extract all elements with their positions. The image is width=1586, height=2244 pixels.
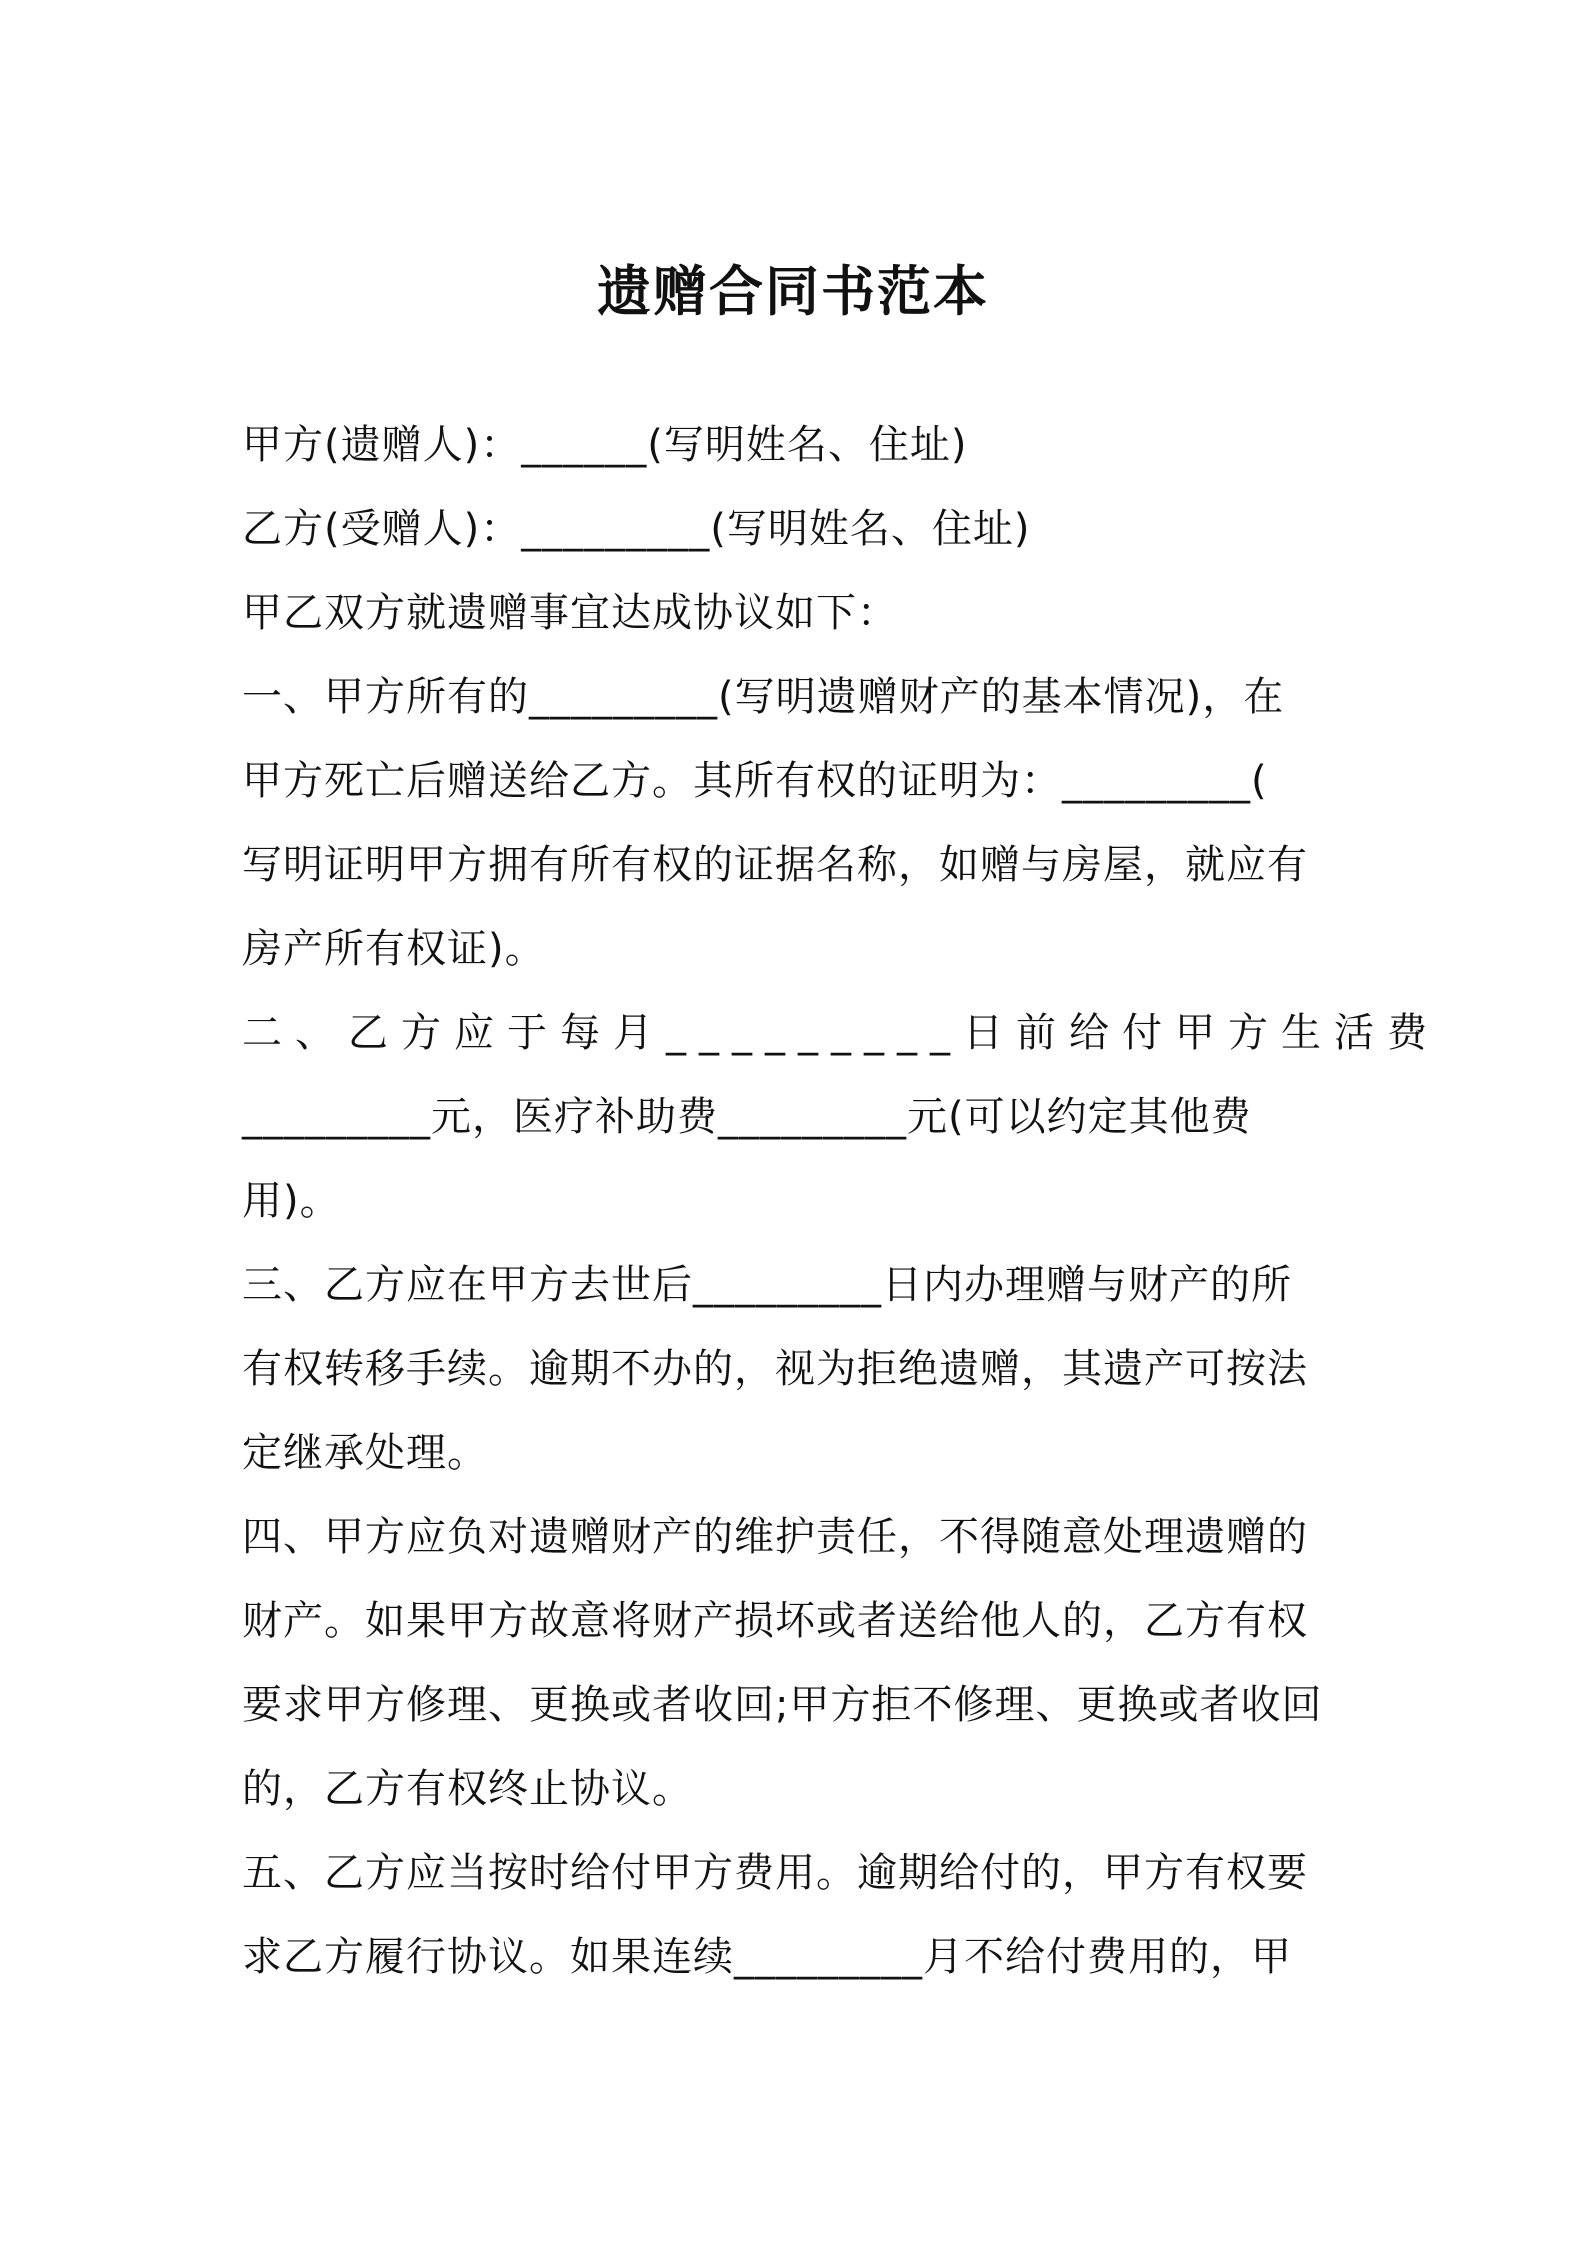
clause-2-line-2: _________元，医疗补助费_________元(可以约定其他费 (242, 1094, 1252, 1140)
document-body (242, 403, 1440, 1999)
clause-1-line-2: 甲方死亡后赠送给乙方。其所有权的证明为：_________( (242, 758, 1268, 804)
clause-3-line-2: 有权转移手续。逾期不办的，视为拒绝遗赠，其遗产可按法 (242, 1346, 1308, 1392)
party-a-line: 甲方(遗赠人)：______(写明姓名、住址) (242, 422, 968, 468)
clause-5-line-2: 求乙方履行协议。如果连续_________月不给付费用的，甲 (242, 1934, 1292, 1980)
clause-5-line-1: 五、乙方应当按时给付甲方费用。逾期给付的，甲方有权要 (242, 1850, 1308, 1896)
clause-3-line-3: 定继承处理。 (242, 1430, 488, 1476)
clause-2-line-1: 二、乙方应于每月_________日前给付甲方生活费 (242, 1010, 1440, 1056)
clause-1-line-3: 写明证明甲方拥有所有权的证据名称，如赠与房屋，就应有 (242, 842, 1308, 888)
clause-4-line-1: 四、甲方应负对遗赠财产的维护责任，不得随意处理遗赠的 (242, 1514, 1308, 1560)
clause-4-line-4: 的，乙方有权终止协议。 (242, 1766, 693, 1812)
clause-2-line-3: 用)。 (242, 1178, 341, 1224)
clause-4-line-3: 要求甲方修理、更换或者收回;甲方拒不修理、更换或者收回 (242, 1682, 1323, 1728)
clause-4-line-2: 财产。如果甲方故意将财产损坏或者送给他人的，乙方有权 (242, 1598, 1308, 1644)
clause-1-line-1: 一、甲方所有的_________(写明遗赠财产的基本情况)，在 (242, 674, 1285, 720)
document-title: 遗赠合同书范本 (597, 260, 989, 323)
party-b-line: 乙方(受赠人)：_________(写明姓名、住址) (242, 506, 1031, 552)
clause-3-line-1: 三、乙方应在甲方去世后_________日内办理赠与财产的所 (242, 1262, 1292, 1308)
clause-1-line-4: 房产所有权证)。 (242, 926, 546, 972)
agreement-intro: 甲乙双方就遗赠事宜达成协议如下： (242, 590, 898, 636)
